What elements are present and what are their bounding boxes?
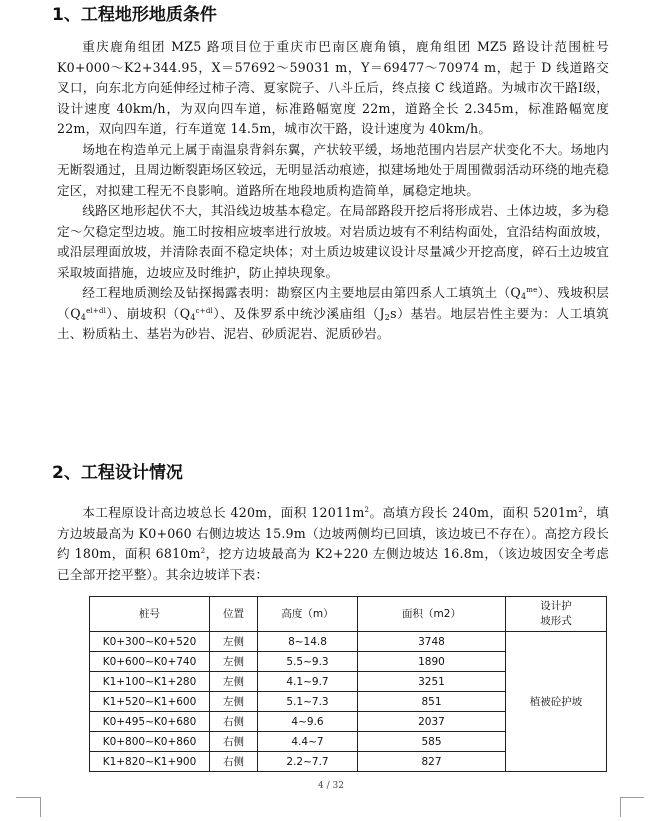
cell-height: 4.1~9.7 [258, 672, 358, 692]
cell-height: 5.1~7.3 [258, 692, 358, 712]
crop-mark-left-vertical [40, 797, 41, 817]
cell-station: K0+495~K0+680 [90, 712, 210, 732]
crop-mark-right-vertical [620, 797, 621, 817]
section-body-geology [57, 37, 609, 345]
paragraph-strata: 经工程地质测绘及钻探揭露表明：勘察区内主要地层由第四系人工填筑土$(Q_4^{me})$、残坡积层$(Q_4^{el+dl})$、崩坡积$(Q_4^{c+dl})$、及侏罗系中统沙溪庙组$(J_2s)$基岩。地层岩性主要为：人工填筑土、粉质粘土、基岩为砂岩、泥岩、砂质泥岩、泥质砂岩。 [57, 285, 609, 341]
paragraph-project-location: 重庆鹿角组团 MZ5 路项目位于重庆市巴南区鹿角镇，鹿角组团 MZ5 路设计范围桩号 K0+000～K2+344.95，X＝57692～59031 m，Y＝69477～70974 m，起于 D 线道路交叉口，向东北方向延伸经过柿子湾、夏家院子、八斗丘后，终点接 C 线道路。为城市次干路Ⅰ级，设计速度 40km/h，为双向四车道，标准路幅宽度 22m，道路全长 2.345m，标准路幅宽度 22m，双向四车道，行车道宽 14.5m，城市次干路，设计速度为 40km/h。 [57, 39, 609, 136]
table-row [90, 632, 607, 652]
cell-height: 2.2~7.7 [258, 752, 358, 772]
cell-area: 3251 [358, 672, 506, 692]
table-header-row [90, 597, 607, 632]
page-number: 4 / 32 [318, 781, 344, 791]
crop-mark-left-horizontal [16, 797, 40, 798]
cell-area: 1890 [358, 652, 506, 672]
section-heading-design: 2、工程设计情况 [52, 463, 183, 483]
cell-position: 右侧 [210, 752, 258, 772]
cell-station: K0+600~K0+740 [90, 652, 210, 672]
header-station: 桩号 [90, 597, 210, 632]
cell-station: K1+100~K1+280 [90, 672, 210, 692]
section-body-design [57, 503, 609, 585]
cell-position: 左侧 [210, 632, 258, 652]
paragraph-design-summary: 本工程原设计高边坡总长 420m，面积 $12011m^2$。高填方段长 240m，面积 $5201m^2$，填方边坡最高为 K0+060 右侧边坡达 15.9m（边坡两侧均已回填，该边坡已不存在）。高挖方段长约 180m，面积 $6810m^2$，挖方边坡最高为 K2+220 左侧边坡达 16.8m，（该边坡因安全考虑已全部开挖平整）。其余边坡详下表： [57, 505, 609, 582]
cell-station: K1+520~K1+600 [90, 692, 210, 712]
section-heading-geology: 1、工程地形地质条件 [52, 5, 217, 25]
header-position: 位置 [210, 597, 258, 632]
cell-height: 4~9.6 [258, 712, 358, 732]
cell-position: 右侧 [210, 712, 258, 732]
paragraph-tectonics: 场地在构造单元上属于南温泉背斜东翼，产状较平缓，场地范围内岩层产状变化不大。场地内无断裂通过，且周边断裂距场区较远，无明显活动痕迹，拟建场地处于周围微弱活动环绕的地壳稳定区，对拟建工程无不良影响。道路所在地段地质构造简单，属稳定地块。 [57, 141, 609, 198]
header-area: 面积（m2） [358, 597, 506, 632]
cell-protection: 植被砼护坡 [506, 632, 607, 772]
cell-area: 3748 [358, 632, 506, 652]
cell-position: 右侧 [210, 732, 258, 752]
cell-height: 8~14.8 [258, 632, 358, 652]
cell-area: 2037 [358, 712, 506, 732]
crop-mark-right-horizontal [620, 797, 644, 798]
paragraph-slopes: 线路区地形起伏不大，其沿线边坡基本稳定。在局部路段开挖后将形成岩、土体边坡，多为稳定～欠稳定型边坡。施工时按相应坡率进行放坡。对岩质边坡有不利结构面处，宜沿结构面放坡，或沿层理面放坡，并清除表面不稳定块体；对土质边坡建议设计尽量减少开挖高度，碎石土边坡宜采取坡面措施，边坡应及时维护，防止掉块现象。 [57, 203, 609, 280]
header-height: 高度（m） [258, 597, 358, 632]
cell-station: K0+800~K0+860 [90, 732, 210, 752]
cell-area: 827 [358, 752, 506, 772]
cell-area: 851 [358, 692, 506, 712]
slope-table [89, 596, 607, 772]
cell-position: 左侧 [210, 692, 258, 712]
cell-station: K0+300~K0+520 [90, 632, 210, 652]
cell-height: 5.5~9.3 [258, 652, 358, 672]
cell-area: 585 [358, 732, 506, 752]
cell-position: 左侧 [210, 652, 258, 672]
cell-position: 左侧 [210, 672, 258, 692]
header-protection: 设计护 坡形式 [506, 597, 607, 632]
cell-station: K1+820~K1+900 [90, 752, 210, 772]
cell-height: 4.4~7 [258, 732, 358, 752]
